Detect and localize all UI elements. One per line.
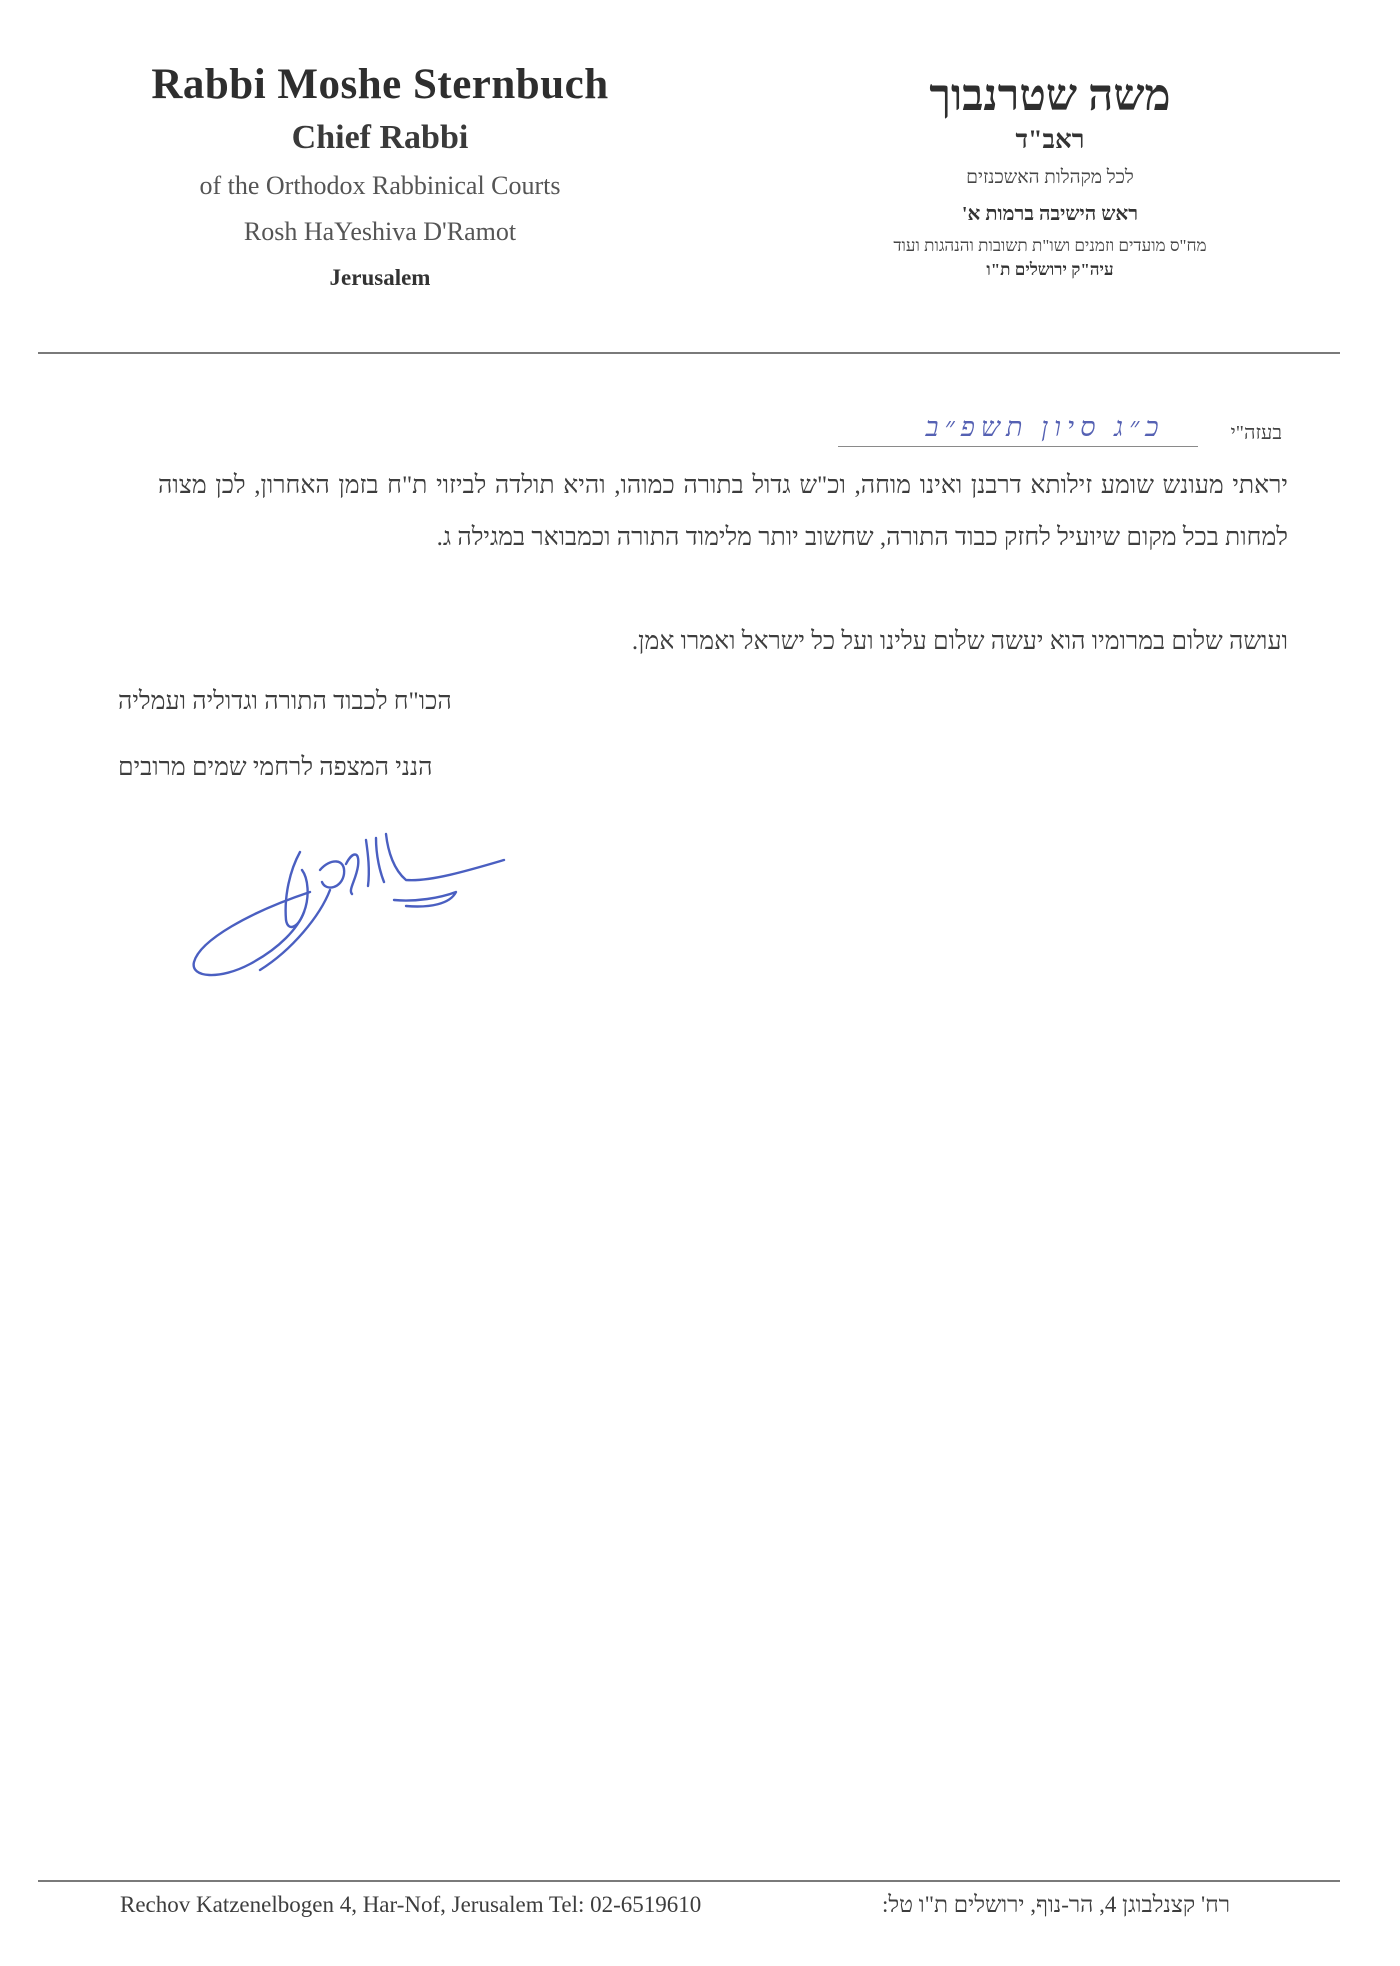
letterhead-books-line: מח"ס מועדים וזמנים ושו"ת תשובות והנהגות ועוד bbox=[893, 236, 1207, 255]
letterhead-hebrew bbox=[800, 70, 1300, 280]
closing-line-2: הנני המצפה לרחמי שמים מרובים bbox=[118, 754, 433, 781]
letterhead-title-english: Chief Rabbi bbox=[291, 119, 469, 156]
letter-paragraph-1: יראתי מעונש שומע זילותא דרבנן ואינו מוחה, וכ"ש גדול בתורה כמוהו, והיא תולדה לביזוי ת"ח בזמן האחרון, לכן מצוה למחות בכל מקום שיועיל לחזק כבוד התורה, שחשוב יותר מלימוד התורה וכמבואר במגילה ג. bbox=[158, 472, 1288, 551]
letterhead-communities-line: לכל מקהלות האשכנזים bbox=[966, 167, 1134, 188]
letterhead-name-hebrew: משה שטרנבוך bbox=[929, 71, 1171, 120]
bs-header: בעזה"י bbox=[1230, 422, 1282, 444]
handwritten-signature bbox=[180, 800, 520, 980]
letterhead-yeshiva-line-hebrew: ראש הישיבה ברמות א' bbox=[961, 203, 1139, 225]
letterhead-title-hebrew: ראב"ד bbox=[1015, 125, 1085, 154]
letterhead-city-hebrew: עיה"ק ירושלים ת"ו bbox=[986, 260, 1114, 279]
letter-paragraph-2: ועושה שלום במרומיו הוא יעשה שלום עלינו ועל כל ישראל ואמרו אמן. bbox=[631, 628, 1288, 655]
letterhead-english bbox=[100, 60, 660, 291]
footer-divider bbox=[38, 1880, 1340, 1882]
footer-address-hebrew: רח' קצנלבוגן 4, הר-נוף, ירושלים ת"ו טל: bbox=[881, 1892, 1230, 1917]
letterhead-yeshiva-line: Rosh HaYeshiva D'Ramot bbox=[243, 217, 517, 246]
letterhead-city-english: Jerusalem bbox=[329, 265, 431, 290]
letterhead-courts-line: of the Orthodox Rabbinical Courts bbox=[199, 171, 561, 200]
letterhead-name-english: Rabbi Moshe Sternbuch bbox=[151, 61, 609, 108]
footer-address-english: Rechov Katzenelbogen 4, Har-Nof, Jerusalem Tel: 02-6519610 bbox=[120, 1892, 702, 1917]
handwritten-date: כ״ג סיון תשפ״ב bbox=[925, 412, 1165, 442]
date-underline bbox=[838, 446, 1198, 447]
letterhead-divider bbox=[38, 352, 1340, 354]
closing-line-1: הכו"ח לכבוד התורה וגדוליה ועמליה bbox=[118, 688, 452, 715]
